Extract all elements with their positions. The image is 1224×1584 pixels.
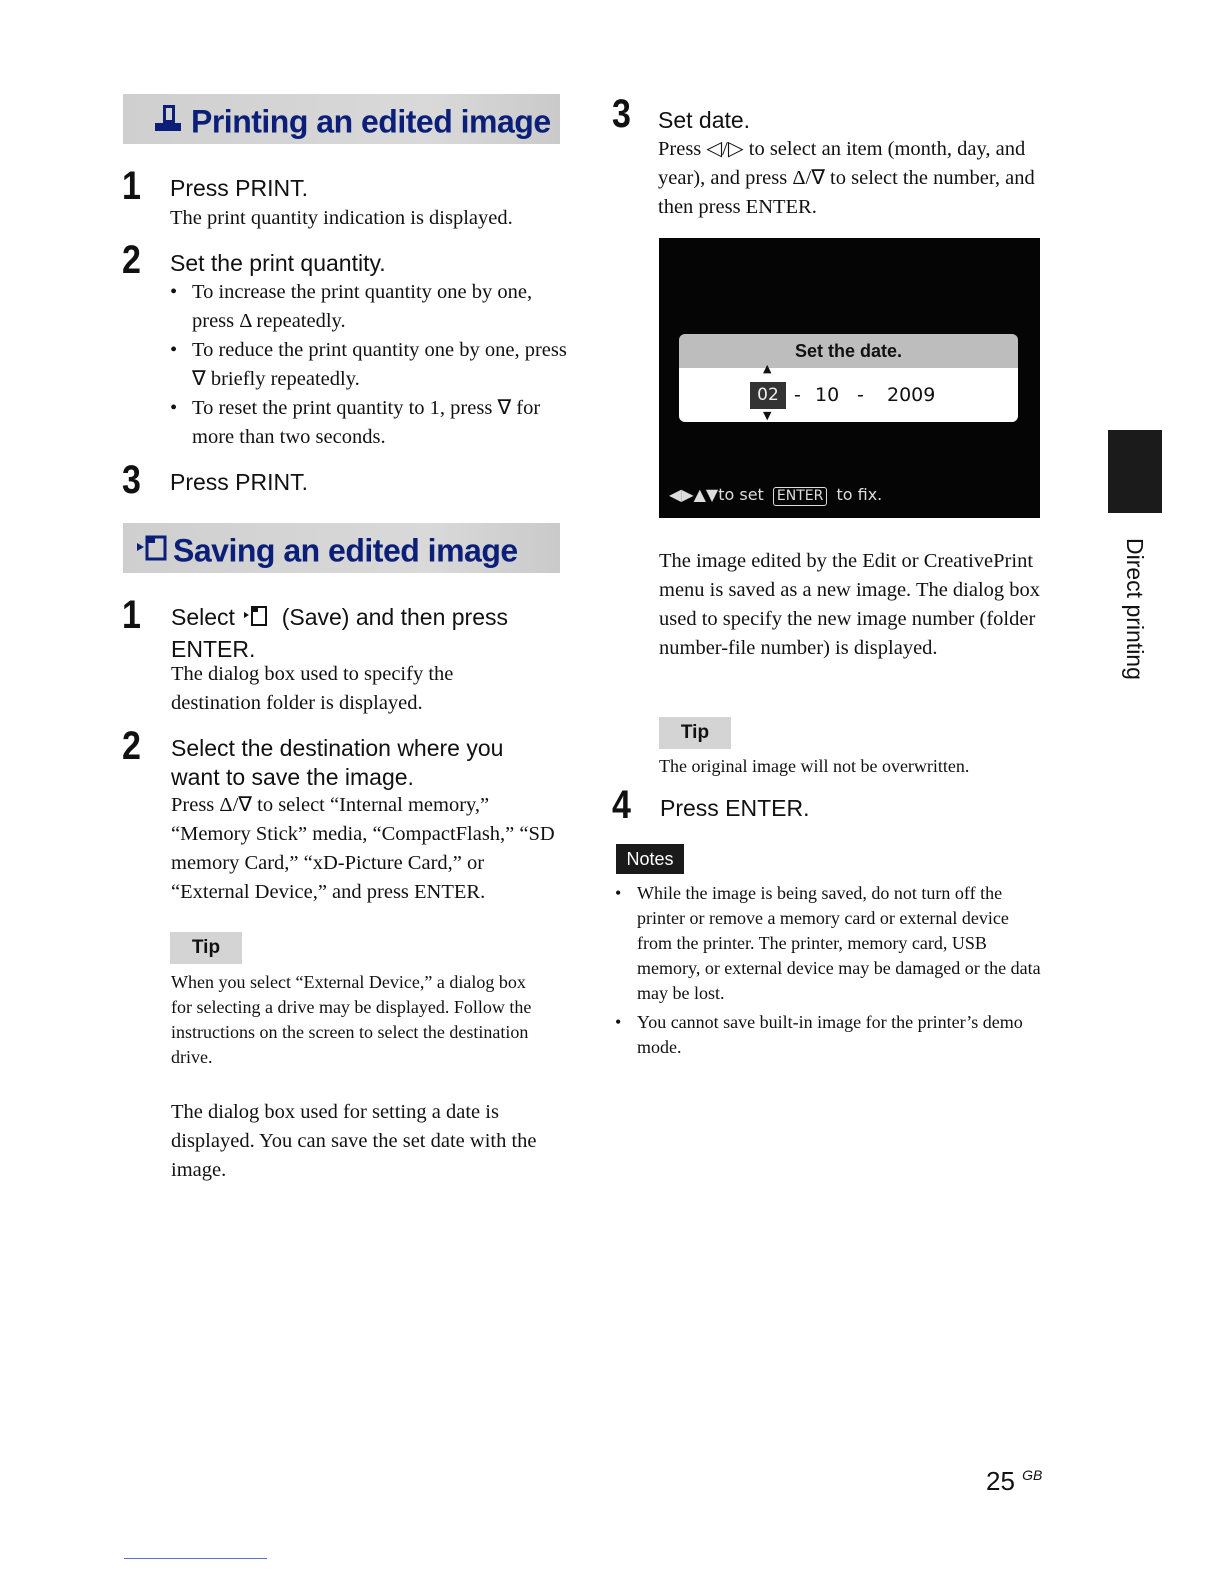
step-heading: Press PRINT. — [170, 469, 309, 495]
month-field[interactable]: 02 — [750, 382, 786, 409]
day-field[interactable]: 10 — [815, 384, 840, 406]
lcd-screen — [659, 238, 1040, 518]
step-text: Press ◁/▷ to select an item (month, day, and year), and press Δ/∇ to select the number, and then press ENTER. — [658, 138, 1035, 218]
step-number: 1 — [122, 164, 141, 208]
section-title: Printing an edited image — [191, 103, 551, 140]
step-text: The dialog box used to specify the destination folder is displayed. — [171, 663, 454, 714]
list-item: • To increase the print quantity one by one, press Δ repeatedly. — [170, 278, 570, 336]
step-heading — [171, 603, 561, 664]
tip-text: When you select “External Device,” a dialog box for selecting a drive may be displayed. Follow the instructions on the screen to select the destination drive. — [171, 972, 532, 1067]
step-heading-post: (Save) and then press ENTER. — [171, 604, 509, 662]
step-heading: Set date. — [658, 107, 751, 133]
chapter-label-text: Direct printing — [1122, 538, 1148, 680]
date-dialog — [679, 362, 1018, 422]
section-title: Saving an edited image — [173, 532, 518, 569]
step-number: 3 — [122, 458, 141, 502]
list-item: • To reduce the print quantity one by one, press ∇ briefly repeatedly. — [170, 336, 570, 394]
paragraph: The dialog box used for setting a date is displayed. You can save the set date with the image. — [171, 1101, 537, 1181]
date-separator: - — [794, 384, 801, 406]
up-arrow-icon: ▲ — [763, 362, 772, 375]
tip-label: Tip — [659, 717, 731, 749]
dialog-title: Set the date. — [679, 334, 1018, 368]
step-heading-pre: Select — [171, 604, 235, 630]
year-field[interactable]: 2009 — [887, 384, 936, 406]
print-icon — [153, 97, 183, 147]
step-number: 1 — [122, 593, 141, 637]
step-heading: Set the print quantity. — [170, 250, 386, 276]
footer-hint: to fix. — [836, 485, 883, 504]
screen-footer — [669, 485, 882, 506]
step-heading: Select the destination where you want to save the image. — [171, 735, 504, 790]
down-arrow-icon: ▼ — [763, 409, 772, 422]
step-text: Press Δ/∇ to select “Internal memory,” “Memory Stick” media, “CompactFlash,” “SD memory Card,” “xD-Picture Card,” or “External Device,” and press ENTER. — [171, 794, 555, 903]
step-number: 3 — [612, 92, 631, 136]
step-number: 4 — [612, 783, 631, 827]
save-icon — [243, 604, 273, 635]
notes-list — [615, 881, 1047, 1060]
tip-text: The original image will not be overwritten. — [659, 756, 970, 776]
section-heading-saving — [123, 523, 560, 573]
step-heading: Press ENTER. — [660, 795, 810, 821]
page-number — [986, 1466, 1042, 1497]
step-heading: Press PRINT. — [170, 175, 309, 201]
tip-label: Tip — [170, 932, 242, 964]
step-text: The print quantity indication is displayed. — [170, 207, 513, 229]
page-number-suffix: GB — [1022, 1467, 1043, 1483]
section-heading-printing — [123, 94, 560, 144]
step-number: 2 — [122, 724, 141, 768]
list-item: • To reset the print quantity to 1, press ∇ for more than two seconds. — [170, 394, 570, 452]
step-number: 2 — [122, 238, 141, 282]
bullet-list — [170, 278, 570, 452]
footer-hint: ◀▶▲▼to set — [669, 485, 764, 504]
notes-label: Notes — [616, 844, 684, 874]
list-item: • You cannot save built-in image for the printer’s demo mode. — [615, 1010, 1047, 1060]
save-icon — [135, 526, 169, 576]
footer-rule — [124, 1558, 267, 1559]
paragraph: The image edited by the Edit or CreativePrint menu is saved as a new image. The dialog box used to specify the new image number (folder number-file number) is displayed. — [659, 550, 1041, 659]
chapter-label — [1118, 538, 1148, 698]
list-item: • While the image is being saved, do not turn off the printer or remove a memory card or external device from the printer. The printer, memory card, USB memory, or external device may be damaged or the data may be lost. — [615, 881, 1047, 1006]
enter-key-icon: ENTER — [773, 487, 827, 506]
date-separator: - — [857, 384, 864, 406]
chapter-tab — [1108, 430, 1162, 513]
page-number-value: 25 — [986, 1466, 1015, 1496]
